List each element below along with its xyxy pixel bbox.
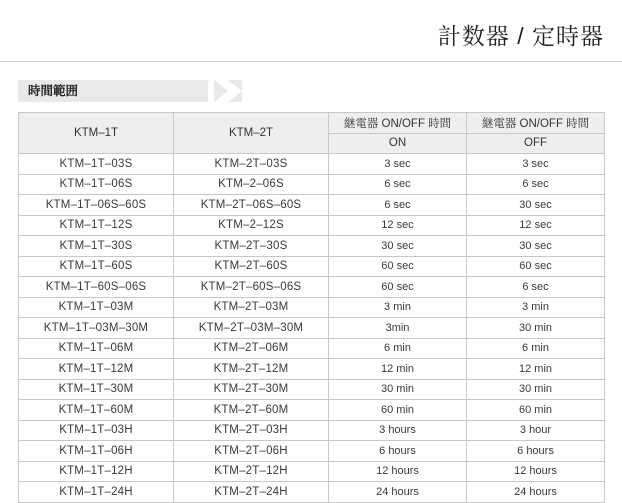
time-range-table — [18, 112, 605, 503]
cell-off: 3 min — [467, 297, 605, 318]
table-row — [19, 400, 605, 421]
th-relay-on-main: 継電器 ON/OFF 時間 — [329, 113, 467, 134]
cell-ktm1t: KTM–1T–60M — [19, 400, 174, 421]
cell-on: 6 sec — [329, 174, 467, 195]
cell-off: 3 hour — [467, 420, 605, 441]
cell-on: 6 hours — [329, 441, 467, 462]
cell-ktm1t: KTM–1T–06S — [19, 174, 174, 195]
section-banner-label-box — [18, 80, 208, 102]
cell-on: 60 min — [329, 400, 467, 421]
cell-off: 30 sec — [467, 195, 605, 216]
cell-on: 3 min — [329, 297, 467, 318]
cell-on: 60 sec — [329, 277, 467, 298]
cell-ktm2t: KTM–2T–06S–60S — [174, 195, 329, 216]
table-row — [19, 195, 605, 216]
cell-off: 24 hours — [467, 482, 605, 503]
cell-on: 6 min — [329, 338, 467, 359]
table-body — [19, 154, 605, 503]
cell-ktm1t: KTM–1T–06M — [19, 338, 174, 359]
cell-ktm2t: KTM–2T–06M — [174, 338, 329, 359]
cell-on: 12 hours — [329, 461, 467, 482]
table-row — [19, 154, 605, 175]
header-divider — [0, 61, 622, 62]
cell-ktm1t: KTM–1T–03M–30M — [19, 318, 174, 339]
table-row — [19, 420, 605, 441]
cell-ktm1t: KTM–1T–12H — [19, 461, 174, 482]
table-row — [19, 461, 605, 482]
cell-ktm2t: KTM–2T–03M–30M — [174, 318, 329, 339]
cell-ktm2t: KTM–2T–03S — [174, 154, 329, 175]
section-banner-label: 時間範囲 — [28, 84, 79, 98]
banner-arrow-fill — [214, 80, 228, 102]
cell-ktm2t: KTM–2T–60S — [174, 256, 329, 277]
cell-ktm1t: KTM–1T–60S — [19, 256, 174, 277]
cell-ktm1t: KTM–1T–60S–06S — [19, 277, 174, 298]
cell-off: 12 min — [467, 359, 605, 380]
cell-ktm2t: KTM–2T–12H — [174, 461, 329, 482]
th-ktm1t: KTM–1T — [19, 113, 174, 154]
cell-ktm1t: KTM–1T–30M — [19, 379, 174, 400]
spec-table-wrapper — [18, 112, 604, 503]
cell-ktm2t: KTM–2T–30M — [174, 379, 329, 400]
cell-off: 6 sec — [467, 174, 605, 195]
cell-off: 60 sec — [467, 256, 605, 277]
cell-ktm1t: KTM–1T–24H — [19, 482, 174, 503]
cell-on: 3min — [329, 318, 467, 339]
cell-ktm1t: KTM–1T–06S–60S — [19, 195, 174, 216]
cell-ktm2t: KTM–2–12S — [174, 215, 329, 236]
cell-off: 30 min — [467, 318, 605, 339]
cell-on: 12 sec — [329, 215, 467, 236]
cell-ktm2t: KTM–2T–60M — [174, 400, 329, 421]
banner-arrow-notch — [228, 80, 242, 102]
cell-ktm2t: KTM–2T–06H — [174, 441, 329, 462]
cell-on: 3 hours — [329, 420, 467, 441]
table-row — [19, 359, 605, 380]
section-banner — [18, 80, 604, 102]
cell-ktm2t: KTM–2T–03H — [174, 420, 329, 441]
table-row — [19, 297, 605, 318]
cell-on: 3 sec — [329, 154, 467, 175]
table-row — [19, 318, 605, 339]
table-row — [19, 277, 605, 298]
cell-ktm1t: KTM–1T–12S — [19, 215, 174, 236]
cell-off: 6 min — [467, 338, 605, 359]
cell-ktm2t: KTM–2T–12M — [174, 359, 329, 380]
cell-on: 60 sec — [329, 256, 467, 277]
table-header-row-main — [19, 113, 605, 134]
cell-off: 12 hours — [467, 461, 605, 482]
cell-ktm1t: KTM–1T–03M — [19, 297, 174, 318]
cell-ktm1t: KTM–1T–06H — [19, 441, 174, 462]
cell-ktm1t: KTM–1T–03S — [19, 154, 174, 175]
cell-off: 3 sec — [467, 154, 605, 175]
table-row — [19, 338, 605, 359]
table-head — [19, 113, 605, 154]
th-relay-off-main: 継電器 ON/OFF 時間 — [467, 113, 605, 134]
cell-on: 6 sec — [329, 195, 467, 216]
cell-ktm2t: KTM–2T–30S — [174, 236, 329, 257]
cell-off: 30 sec — [467, 236, 605, 257]
cell-ktm1t: KTM–1T–12M — [19, 359, 174, 380]
th-ktm2t: KTM–2T — [174, 113, 329, 154]
cell-on: 30 min — [329, 379, 467, 400]
cell-ktm2t: KTM–2T–03M — [174, 297, 329, 318]
cell-ktm2t: KTM–2T–60S–06S — [174, 277, 329, 298]
cell-off: 60 min — [467, 400, 605, 421]
cell-off: 30 min — [467, 379, 605, 400]
th-relay-on-sub: ON — [329, 133, 467, 154]
table-row — [19, 256, 605, 277]
cell-off: 12 sec — [467, 215, 605, 236]
table-row — [19, 236, 605, 257]
cell-on: 30 sec — [329, 236, 467, 257]
cell-on: 24 hours — [329, 482, 467, 503]
cell-ktm1t: KTM–1T–30S — [19, 236, 174, 257]
cell-ktm2t: KTM–2–06S — [174, 174, 329, 195]
th-relay-off-sub: OFF — [467, 133, 605, 154]
table-row — [19, 379, 605, 400]
table-row — [19, 215, 605, 236]
table-row — [19, 441, 605, 462]
page-header — [0, 0, 622, 61]
table-row — [19, 174, 605, 195]
page-title: 計数器 / 定時器 — [437, 23, 604, 49]
cell-off: 6 hours — [467, 441, 605, 462]
cell-ktm1t: KTM–1T–03H — [19, 420, 174, 441]
cell-on: 12 min — [329, 359, 467, 380]
cell-ktm2t: KTM–2T–24H — [174, 482, 329, 503]
cell-off: 6 sec — [467, 277, 605, 298]
table-row — [19, 482, 605, 503]
